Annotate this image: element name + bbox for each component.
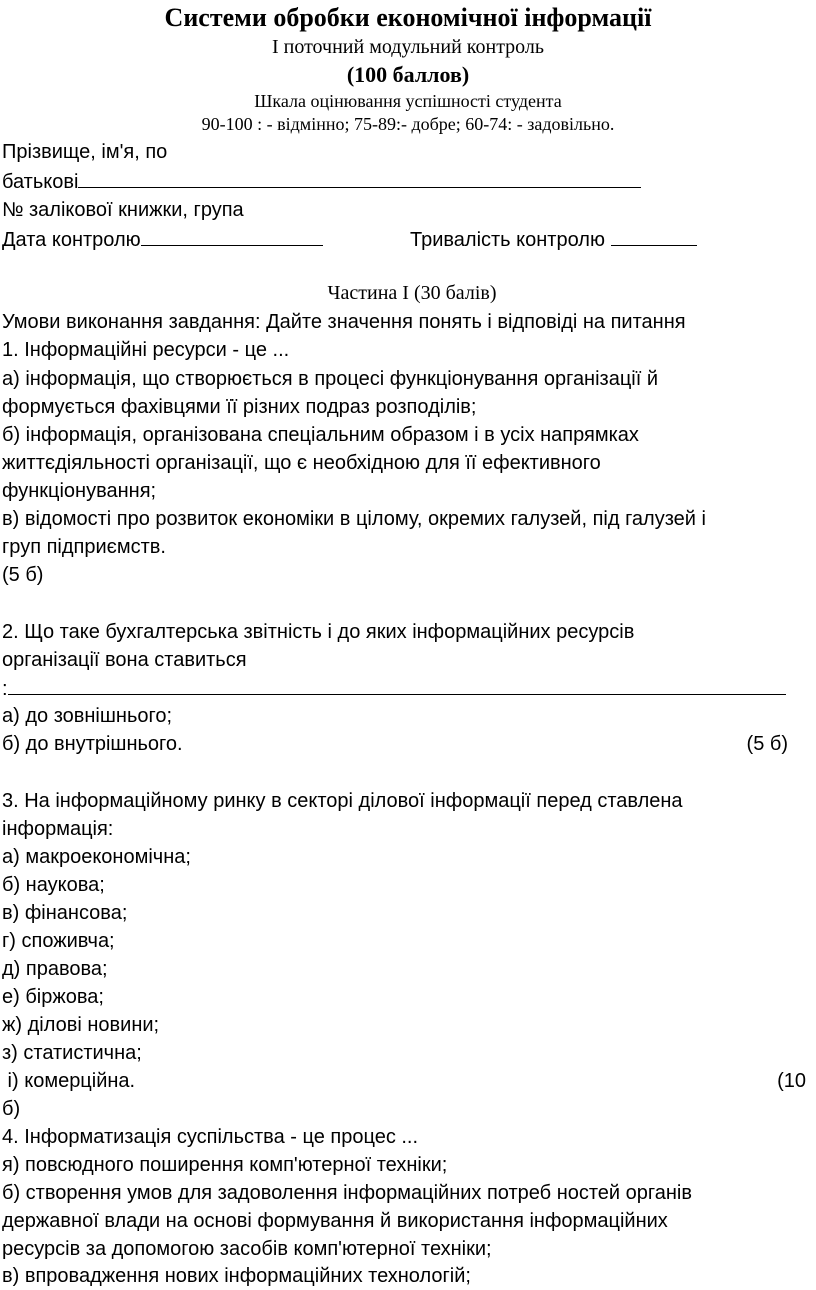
q2-score: (5 б) — [746, 733, 788, 755]
document-subtitle: І поточний модульний контроль — [271, 36, 545, 58]
q2-answer-row — [2, 674, 786, 703]
q3-option: ж) ділові новини; — [2, 1014, 160, 1036]
duration-label: Тривалість контролю — [410, 229, 605, 251]
q2-option-b: б) до внутрішнього. — [2, 733, 183, 755]
q4-option-c: в) впровадження нових інформаційних технологій; — [2, 1265, 471, 1287]
q4-option-a: я) повсюдного поширення комп'ютерної техніки; — [2, 1154, 448, 1176]
question-2-line1: 2. Що таке бухгалтерська звітність і до яких інформаційних ресурсів — [2, 621, 635, 643]
q1-option-a-line1: а) інформація, що створюється в процесі функціонування організації й — [2, 368, 659, 390]
q3-option: е) біржова; — [2, 986, 104, 1008]
date-blank-line[interactable] — [141, 225, 323, 246]
instructions: Умови виконання завдання: Дайте значення понять і відповіді на питання — [2, 311, 686, 333]
name-field-row — [2, 167, 641, 196]
question-2-line2: організації вона ставиться — [2, 649, 247, 671]
q3-option: з) статистична; — [2, 1042, 142, 1064]
q1-option-b-line2: життєдіяльності організації, що є необхідною для її ефективного — [2, 452, 601, 474]
duration-field-row — [410, 225, 697, 254]
q3-option: в) фінансова; — [2, 902, 128, 924]
record-book-label: № залікової книжки, група — [2, 199, 244, 221]
total-points: (100 баллов) — [346, 62, 470, 87]
name-label-line2: батькові — [2, 171, 79, 193]
q1-score: (5 б) — [2, 564, 44, 586]
q4-option-b-line1: б) створення умов для задоволення інформаційних потреб ностей органів — [2, 1182, 692, 1204]
q1-option-b-line3: функціонування; — [2, 480, 157, 502]
q2-colon: : — [2, 678, 8, 700]
name-label-line1: Прізвище, ім'я, по — [2, 141, 168, 163]
grading-scale-values: 90-100 : - відмінно; 75-89:- добре; 60-74: - задовільно. — [201, 114, 615, 134]
q3-option: д) правова; — [2, 958, 108, 980]
q3-score-part1: (10 — [777, 1070, 806, 1092]
q3-option: а) макроекономічна; — [2, 846, 191, 868]
part-title: Частина І (30 балів) — [327, 282, 497, 304]
name-blank-line[interactable] — [78, 167, 641, 188]
q4-option-b-line2: державної влади на основі формування й використання інформаційних — [2, 1210, 668, 1232]
q1-option-c-line2: груп підприємств. — [2, 536, 166, 558]
document-title: Системи обробки економічної інформації — [164, 3, 652, 32]
date-field-row — [2, 225, 323, 254]
grading-scale-title: Шкала оцінювання успішності студента — [254, 91, 562, 111]
q2-option-a: а) до зовнішнього; — [2, 705, 173, 727]
q3-score-part2: б) — [2, 1098, 21, 1120]
duration-blank-line[interactable] — [611, 225, 697, 246]
q4-option-b-line3: ресурсів за допомогою засобів комп'ютерної техніки; — [2, 1238, 492, 1260]
q2-answer-blank-line[interactable] — [8, 674, 786, 695]
q1-option-b-line1: б) інформація, організована спеціальним образом і в усіх напрямках — [2, 424, 639, 446]
q1-option-c-line1: в) відомості про розвиток економіки в цілому, окремих галузей, під галузей і — [2, 508, 706, 530]
q3-option: г) споживча; — [2, 930, 115, 952]
date-label: Дата контролю — [2, 229, 141, 251]
q3-option: і) комерційна. — [2, 1070, 136, 1092]
q1-option-a-line2: формується фахівцями її різних подраз розподілів; — [2, 396, 477, 418]
question-4-text: 4. Інформатизація суспільства - це процес ... — [2, 1126, 419, 1148]
question-1-text: 1. Інформаційні ресурси - це ... — [2, 339, 290, 361]
question-3-line1: 3. На інформаційному ринку в секторі ділової інформації перед ставлена — [2, 790, 683, 812]
q3-option: б) наукова; — [2, 874, 105, 896]
question-3-line2: інформація: — [2, 818, 114, 840]
